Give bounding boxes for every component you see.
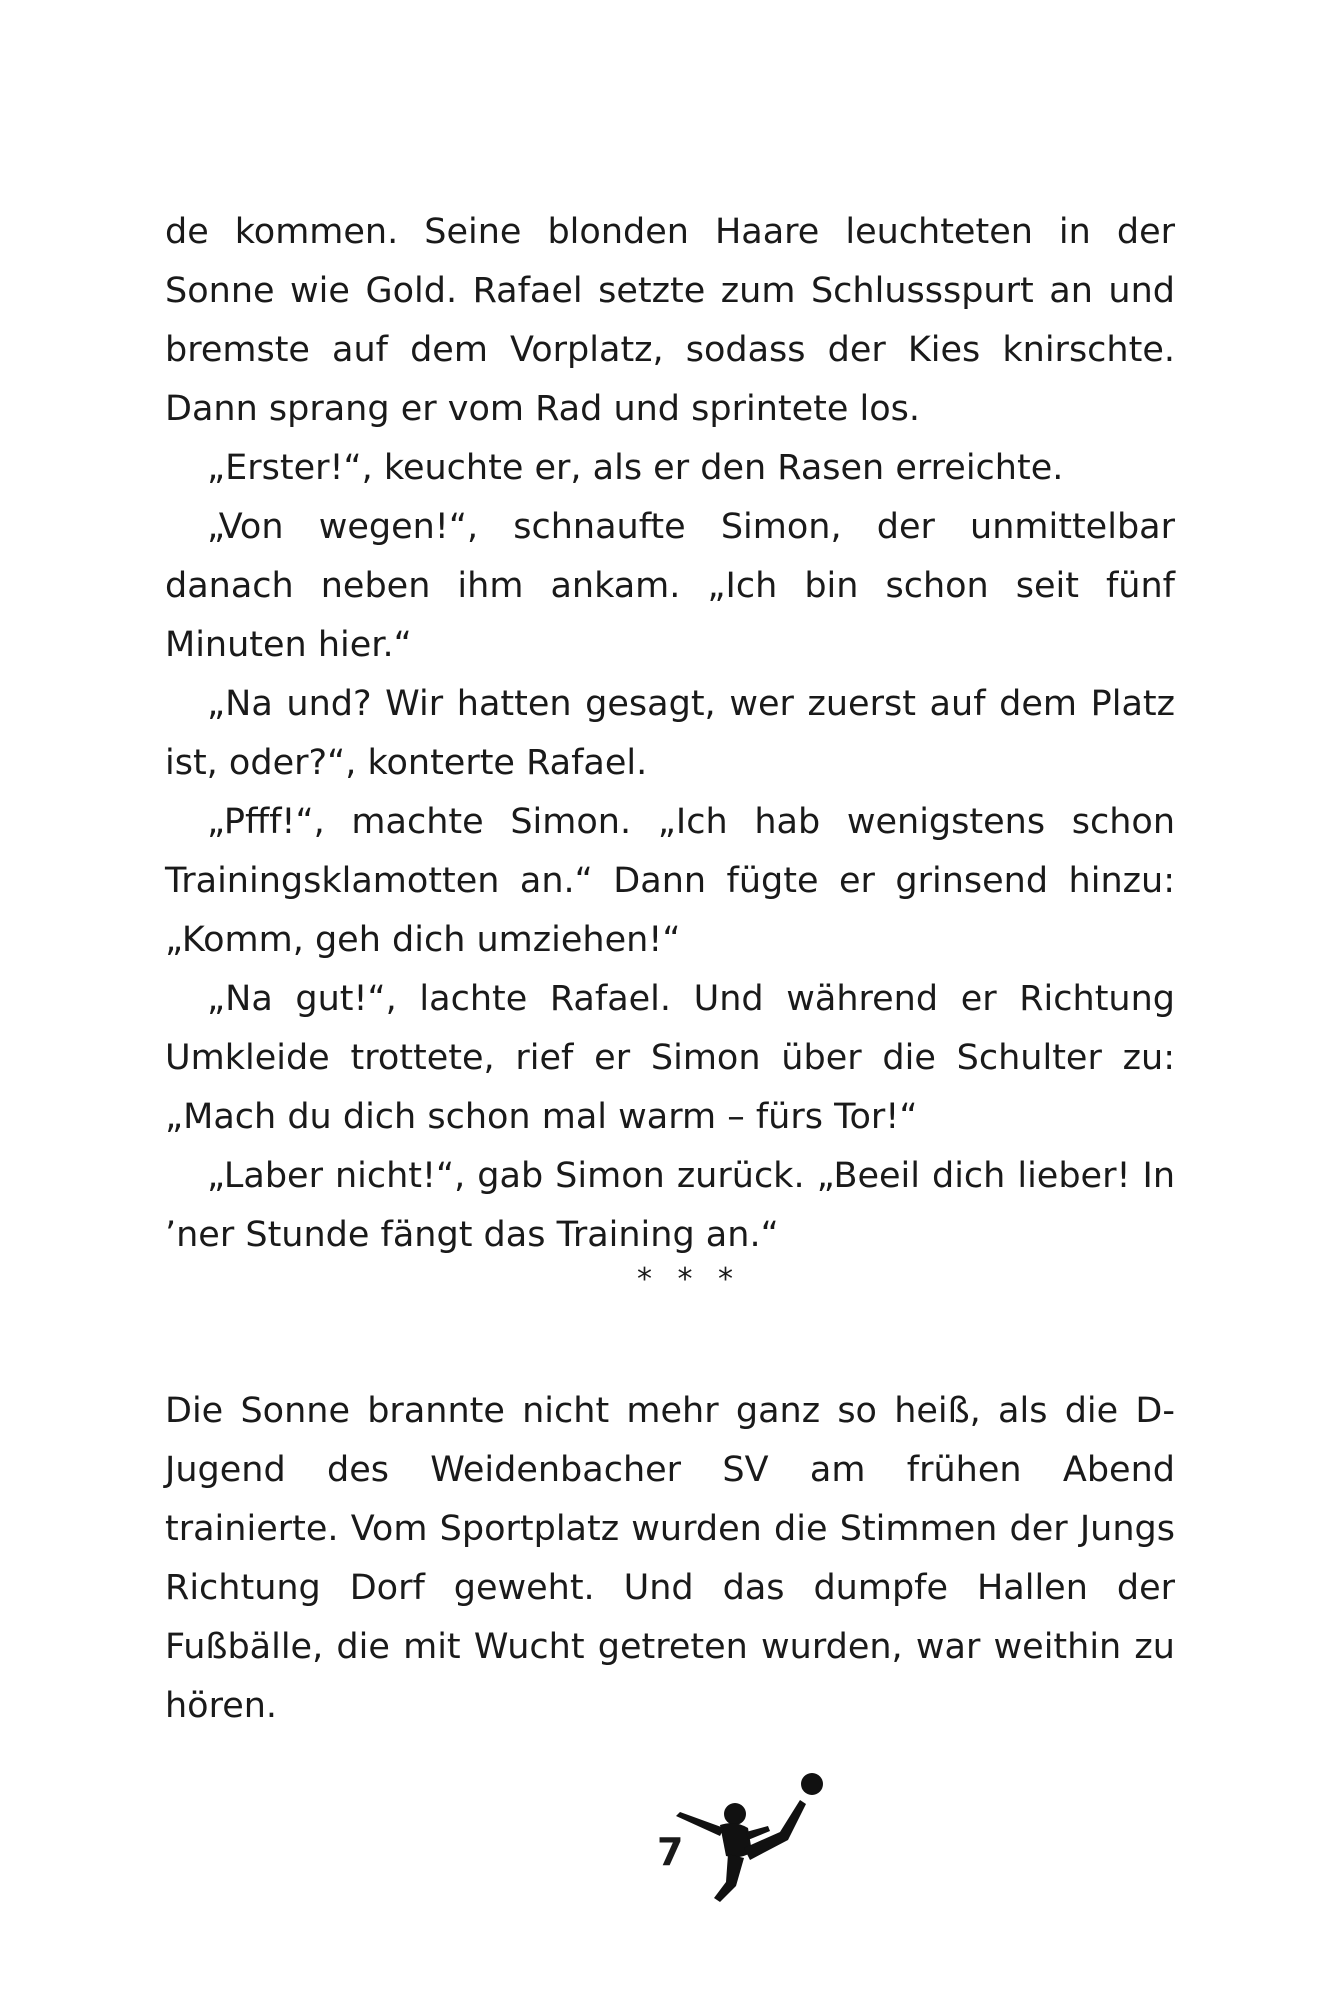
section-separator: * * * — [636, 1262, 742, 1297]
paragraph: „Von wegen!“, schnaufte Simon, der unmittelbar danach neben ihm ankam. „Ich bin schon seit fünf Minuten hier.“ — [165, 507, 1175, 665]
paragraph: „Pfff!“, machte Simon. „Ich hab wenigstens schon Trainingsklamotten an.“ Dann fügte er grinsend hinzu: „Komm, geh dich umziehen!“ — [165, 802, 1175, 960]
paragraph: de kommen. Seine blonden Haare leuchteten in der Sonne wie Gold. Rafael setzte zum Schlussspurt an und bremste auf dem Vorplatz, sodass der Kies knirschte. Dann sprang er vom Rad und sprintete los. — [165, 212, 1175, 429]
page-footer — [640, 1770, 860, 1920]
paragraph: „Na gut!“, lachte Rafael. Und während er Richtung Umkleide trottete, rief er Simon über die Schulter zu: „Mach du dich schon mal warm – fürs Tor!“ — [165, 979, 1175, 1137]
text-block-bottom — [165, 1382, 1175, 1736]
paragraph: „Erster!“, keuchte er, als er den Rasen erreichte. — [207, 448, 1064, 488]
paragraph: Die Sonne brannte nicht mehr ganz so heiß, als die D-Jugend des Weidenbacher SV am frühen Abend trainierte. Vom Sportplatz wurden die Stimmen der Jungs Richtung Dorf geweht. Und das dumpfe Hallen der Fußbälle, die mit Wucht getreten wurden, war weithin zu hören. — [165, 1391, 1175, 1726]
paragraph: „Laber nicht!“, gab Simon zurück. „Beeil dich lieber! In ’ner Stunde fängt das Training an.“ — [165, 1156, 1175, 1255]
page-number: 7 — [657, 1830, 684, 1874]
text-block-top — [165, 203, 1175, 1265]
paragraph: „Na und? Wir hatten gesagt, wer zuerst auf dem Platz ist, oder?“, konterte Rafael. — [165, 684, 1175, 783]
